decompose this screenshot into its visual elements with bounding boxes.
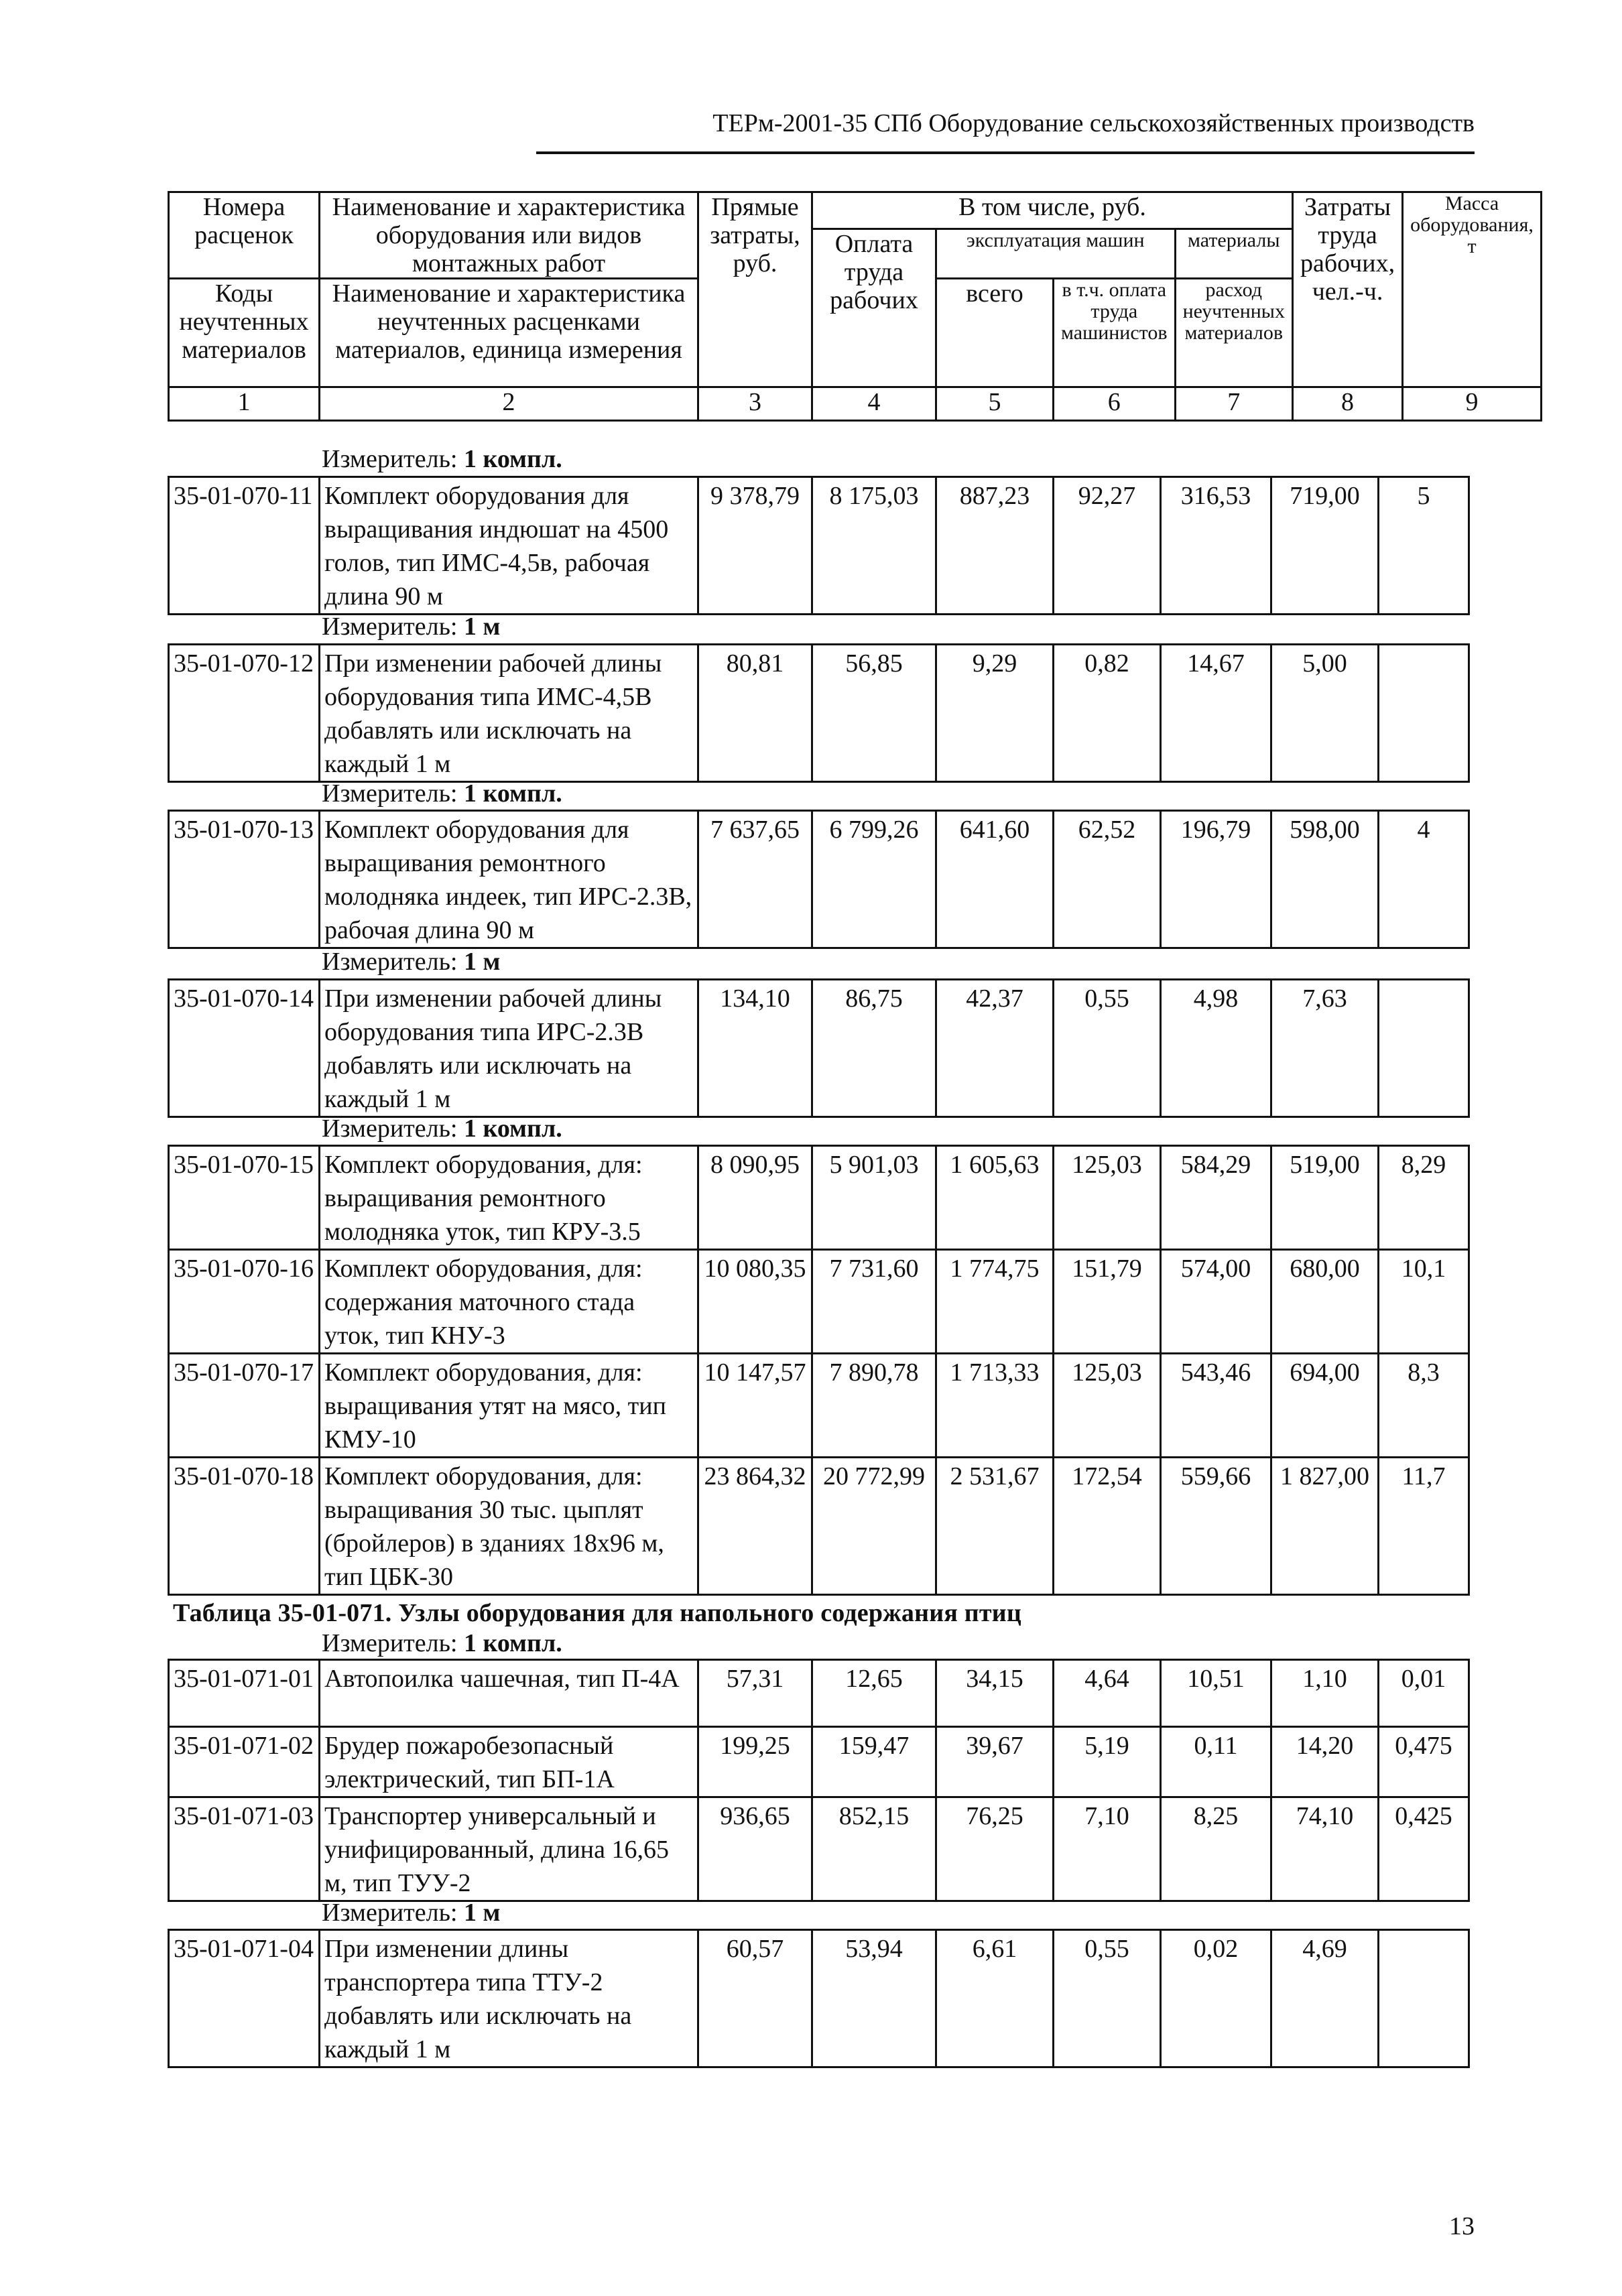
machinists-pay: 5,19 (1054, 1727, 1161, 1797)
labor-hours: 694,00 (1271, 1354, 1379, 1458)
col-header-rate-numbers: Номера расценок (169, 192, 320, 279)
machinists-pay: 0,55 (1054, 980, 1161, 1117)
rate-name: При изменении рабочей длины оборудования типа ИМС-4,5В добавлять или исключать на каждый 1 м (320, 645, 698, 782)
rate-name: Транспортер универсальный и унифицированный, длина 16,65 м, тип ТУУ-2 (320, 1797, 698, 1901)
materials-cost: 14,67 (1161, 645, 1271, 782)
direct-costs: 7 637,65 (698, 811, 812, 948)
equipment-mass: 4 (1379, 811, 1469, 948)
rate-name: Комплект оборудования для выращивания ремонтного молодняка индеек, тип ИРС-2.3В, рабочая длина 90 м (320, 811, 698, 948)
table-row (169, 1354, 1469, 1458)
measurer-line: Измеритель: 1 компл. (322, 1629, 562, 1657)
direct-costs: 10 147,57 (698, 1354, 812, 1458)
machinists-pay: 62,52 (1054, 811, 1161, 948)
col-number: 6 (1054, 387, 1176, 421)
labor-hours: 14,20 (1271, 1727, 1379, 1797)
machinists-pay: 125,03 (1054, 1146, 1161, 1250)
materials-cost: 574,00 (1161, 1250, 1271, 1354)
table-row (169, 477, 1469, 615)
workers-pay: 53,94 (812, 1930, 936, 2067)
measurer-line: Измеритель: 1 компл. (322, 445, 562, 473)
equipment-mass: 0,475 (1379, 1727, 1469, 1797)
direct-costs: 23 864,32 (698, 1458, 812, 1595)
materials-cost: 196,79 (1161, 811, 1271, 948)
rate-name: Комплект оборудования, для: выращивания утят на мясо, тип КМУ-10 (320, 1354, 698, 1458)
col-header-labor-hours: Затраты труда рабочих, чел.-ч. (1292, 192, 1402, 387)
page-number: 13 (1449, 2212, 1475, 2240)
rate-name: Автопоилка чашечная, тип П-4А (320, 1660, 698, 1727)
rate-code: 35-01-070-15 (169, 1146, 320, 1250)
machines-total: 887,23 (936, 477, 1054, 615)
col-number: 4 (812, 387, 936, 421)
machinists-pay: 7,10 (1054, 1797, 1161, 1901)
workers-pay: 86,75 (812, 980, 936, 1117)
machinists-pay: 125,03 (1054, 1354, 1161, 1458)
rate-name: Комплект оборудования, для: выращивания ремонтного молодняка уток, тип КРУ-3.5 (320, 1146, 698, 1250)
machines-total: 1 605,63 (936, 1146, 1054, 1250)
direct-costs: 9 378,79 (698, 477, 812, 615)
labor-hours: 7,63 (1271, 980, 1379, 1117)
labor-hours: 519,00 (1271, 1146, 1379, 1250)
measurer-line: Измеритель: 1 компл. (322, 779, 562, 808)
table-row (169, 1797, 1469, 1901)
direct-costs: 57,31 (698, 1660, 812, 1727)
direct-costs: 936,65 (698, 1797, 812, 1901)
col-header-materials: материалы (1175, 229, 1292, 279)
direct-costs: 10 080,35 (698, 1250, 812, 1354)
materials-cost: 8,25 (1161, 1797, 1271, 1901)
equipment-mass: 10,1 (1379, 1250, 1469, 1354)
col-header-machines-total: всего (936, 279, 1054, 387)
rate-code: 35-01-070-12 (169, 645, 320, 782)
equipment-mass (1379, 1930, 1469, 2067)
materials-cost: 584,29 (1161, 1146, 1271, 1250)
col-header-material-codes: Коды неучтенных материалов (169, 279, 320, 387)
workers-pay: 7 731,60 (812, 1250, 936, 1354)
machines-total: 1 774,75 (936, 1250, 1054, 1354)
table-row (169, 645, 1469, 782)
machinists-pay: 0,82 (1054, 645, 1161, 782)
col-header-name: Наименование и характеристика оборудования или видов монтажных работ (320, 192, 698, 279)
table-row (169, 1727, 1469, 1797)
rate-table (168, 643, 1470, 783)
rate-table (168, 1929, 1470, 2068)
direct-costs: 60,57 (698, 1930, 812, 2067)
rate-code: 35-01-070-18 (169, 1458, 320, 1595)
machinists-pay: 92,27 (1054, 477, 1161, 615)
equipment-mass: 8,29 (1379, 1146, 1469, 1250)
col-number: 2 (320, 387, 698, 421)
table-row (169, 811, 1469, 948)
col-header-workers-pay: Оплата труда рабочих (812, 229, 936, 387)
rate-table (168, 810, 1470, 949)
col-header-machinists-pay: в т.ч. оплата труда машинистов (1054, 279, 1176, 387)
col-header-unaccounted-materials: расход неучтенных материалов (1175, 279, 1292, 387)
table-row (169, 1250, 1469, 1354)
table-caption: Таблица 35-01-071. Узлы оборудования для напольного содержания птиц (173, 1599, 1021, 1627)
workers-pay: 852,15 (812, 1797, 936, 1901)
equipment-mass (1379, 645, 1469, 782)
machinists-pay: 151,79 (1054, 1250, 1161, 1354)
measurer-line: Измеритель: 1 м (322, 1899, 501, 1927)
col-number: 9 (1403, 387, 1542, 421)
workers-pay: 159,47 (812, 1727, 936, 1797)
rate-code: 35-01-071-02 (169, 1727, 320, 1797)
measurer-line: Измеритель: 1 м (322, 948, 501, 976)
equipment-mass: 8,3 (1379, 1354, 1469, 1458)
workers-pay: 56,85 (812, 645, 936, 782)
table-row (169, 980, 1469, 1117)
page-header: ТЕРм-2001-35 СПб Оборудование сельскохозяйственных производств (712, 109, 1475, 137)
workers-pay: 8 175,03 (812, 477, 936, 615)
equipment-mass: 5 (1379, 477, 1469, 615)
table-row (169, 1660, 1469, 1727)
col-number: 5 (936, 387, 1054, 421)
col-number: 1 (169, 387, 320, 421)
rate-code: 35-01-070-14 (169, 980, 320, 1117)
rate-name: Комплект оборудования для выращивания индюшат на 4500 голов, тип ИМС-4,5в, рабочая длина 90 м (320, 477, 698, 615)
col-header-equipment-mass: Масса оборудования, т (1403, 192, 1542, 387)
materials-cost: 316,53 (1161, 477, 1271, 615)
col-number: 7 (1175, 387, 1292, 421)
machines-total: 39,67 (936, 1727, 1054, 1797)
labor-hours: 719,00 (1271, 477, 1379, 615)
col-number: 8 (1292, 387, 1402, 421)
machinists-pay: 0,55 (1054, 1930, 1161, 2067)
equipment-mass: 0,01 (1379, 1660, 1469, 1727)
direct-costs: 8 090,95 (698, 1146, 812, 1250)
workers-pay: 12,65 (812, 1660, 936, 1727)
machinists-pay: 4,64 (1054, 1660, 1161, 1727)
table-row (169, 1930, 1469, 2067)
machines-total: 641,60 (936, 811, 1054, 948)
materials-cost: 559,66 (1161, 1458, 1271, 1595)
rate-code: 35-01-070-17 (169, 1354, 320, 1458)
rate-code: 35-01-070-13 (169, 811, 320, 948)
materials-cost: 0,02 (1161, 1930, 1271, 2067)
direct-costs: 134,10 (698, 980, 812, 1117)
direct-costs: 80,81 (698, 645, 812, 782)
rate-name: При изменении рабочей длины оборудования типа ИРС-2.3В добавлять или исключать на каждый 1 м (320, 980, 698, 1117)
rate-name: Комплект оборудования, для: содержания маточного стада уток, тип КНУ-3 (320, 1250, 698, 1354)
table-row (169, 1146, 1469, 1250)
rate-table (168, 978, 1470, 1118)
machines-total: 42,37 (936, 980, 1054, 1117)
workers-pay: 20 772,99 (812, 1458, 936, 1595)
direct-costs: 199,25 (698, 1727, 812, 1797)
rate-code: 35-01-070-16 (169, 1250, 320, 1354)
machines-total: 76,25 (936, 1797, 1054, 1901)
rate-table (168, 476, 1470, 615)
machines-total: 9,29 (936, 645, 1054, 782)
rate-code: 35-01-071-03 (169, 1797, 320, 1901)
materials-cost: 10,51 (1161, 1660, 1271, 1727)
labor-hours: 1,10 (1271, 1660, 1379, 1727)
workers-pay: 7 890,78 (812, 1354, 936, 1458)
labor-hours: 1 827,00 (1271, 1458, 1379, 1595)
rate-name: Брудер пожаробезопасный электрический, тип БП-1А (320, 1727, 698, 1797)
measurer-line: Измеритель: 1 м (322, 613, 501, 641)
workers-pay: 5 901,03 (812, 1146, 936, 1250)
machines-total: 6,61 (936, 1930, 1054, 2067)
measurer-line: Измеритель: 1 компл. (322, 1114, 562, 1143)
equipment-mass: 11,7 (1379, 1458, 1469, 1595)
header-rule (536, 151, 1475, 154)
labor-hours: 4,69 (1271, 1930, 1379, 2067)
column-header-table (168, 191, 1542, 422)
rate-code: 35-01-071-04 (169, 1930, 320, 2067)
rate-code: 35-01-071-01 (169, 1660, 320, 1727)
labor-hours: 598,00 (1271, 811, 1379, 948)
col-number: 3 (698, 387, 812, 421)
rate-name: При изменении длины транспортера типа ТТУ-2 добавлять или исключать на каждый 1 м (320, 1930, 698, 2067)
equipment-mass (1379, 980, 1469, 1117)
rate-code: 35-01-070-11 (169, 477, 320, 615)
rate-table (168, 1145, 1470, 1596)
materials-cost: 0,11 (1161, 1727, 1271, 1797)
col-header-direct-costs: Прямые затраты, руб. (698, 192, 812, 387)
workers-pay: 6 799,26 (812, 811, 936, 948)
equipment-mass: 0,425 (1379, 1797, 1469, 1901)
machines-total: 1 713,33 (936, 1354, 1054, 1458)
rate-table (168, 1659, 1470, 1902)
labor-hours: 680,00 (1271, 1250, 1379, 1354)
table-row (169, 1458, 1469, 1595)
col-header-material-name: Наименование и характеристика неучтенных расценками материалов, единица измерения (320, 279, 698, 387)
machines-total: 34,15 (936, 1660, 1054, 1727)
col-header-including: В том числе, руб. (812, 192, 1293, 229)
materials-cost: 543,46 (1161, 1354, 1271, 1458)
rate-name: Комплект оборудования, для: выращивания 30 тыс. цыплят (бройлеров) в зданиях 18х96 м, тип ЦБК-30 (320, 1458, 698, 1595)
labor-hours: 5,00 (1271, 645, 1379, 782)
col-header-machines: эксплуатация машин (936, 229, 1176, 279)
materials-cost: 4,98 (1161, 980, 1271, 1117)
machines-total: 2 531,67 (936, 1458, 1054, 1595)
machinists-pay: 172,54 (1054, 1458, 1161, 1595)
labor-hours: 74,10 (1271, 1797, 1379, 1901)
